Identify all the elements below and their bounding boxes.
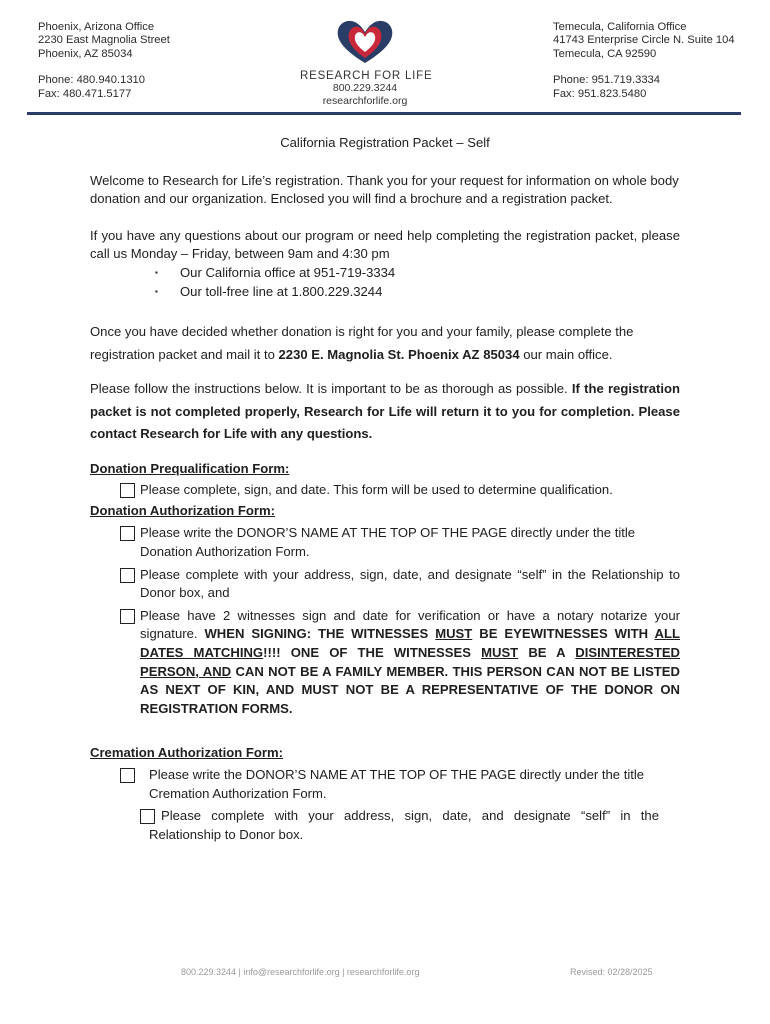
instructions-paragraph: Please follow the instructions below. It is important to be as thorough as possible. If the registration packet is not completed properly, Research for Life will return it to you for completion. Please contact Research for Life with any questions. — [90, 381, 680, 442]
contact-bullet-list — [155, 264, 680, 301]
checkbox-cremation-donor-name[interactable] — [120, 768, 135, 783]
hearts-logo-icon — [330, 16, 400, 68]
checkbox-auth-witnesses[interactable] — [120, 609, 135, 624]
footer-revised: Revised: 02/28/2025 — [570, 967, 653, 977]
logo-phone: 800.229.3244 — [332, 82, 398, 94]
bullet-california-office: ▪ Our California office at 951-719-3334 — [155, 264, 680, 283]
temecula-office-name: Temecula, California Office — [553, 21, 687, 33]
temecula-city: Temecula, CA 92590 — [553, 47, 657, 60]
cremation-item-address: Please complete with your address, sign, date, and designate “self” in the Relationship to Donor box. — [90, 807, 659, 844]
footer-contact: 800.229.3244 | info@researchforlife.org | researchforlife.org — [181, 967, 420, 977]
temecula-phone: Phone: 951.719.3334 — [553, 74, 661, 87]
instructions-warning: If the registration packet is not completed properly, Research for Life will return it to you for completion. Please contact Research for Life with any questions. — [90, 381, 680, 442]
authorization-item-name: Please write the DONOR’S NAME AT THE TOP OF THE PAGE directly under the title Donation Authorization Form. — [90, 524, 680, 561]
checkbox-cremation-address[interactable] — [140, 809, 155, 824]
phoenix-office-name: Phoenix, Arizona Office — [38, 21, 155, 33]
logo-website: researchforlife.org — [322, 94, 408, 107]
phoenix-street: 2230 East Magnolia Street — [38, 34, 170, 47]
authorization-heading: Donation Authorization Form: — [90, 502, 275, 518]
witness-warning: WHEN SIGNING: THE WITNESSES MUST BE EYEWITNESSES WITH ALL DATES MATCHING!!!! ONE OF THE WITNESSES MUST BE A DISINTERESTED PERSON, AND CAN NOT BE A FAMILY MEMBER. THIS PERSON CAN NOT BE LISTED AS NEXT OF KIN, AND MUST NOT BE A REPRESENTATIVE OF THE DONOR ON REGISTRATION FORMS. — [140, 626, 681, 716]
phoenix-phone: Phone: 480.940.1310 — [38, 74, 146, 87]
prequalification-heading: Donation Prequalification Form: — [90, 460, 290, 476]
welcome-paragraph: Welcome to Research for Life’s registration. Thank you for your request for information on whole body donation and our organization. Enclosed you will find a brochure and a registration packet. — [90, 172, 679, 207]
phoenix-city: Phoenix, AZ 85034 — [38, 47, 133, 60]
header-divider — [27, 112, 741, 115]
authorization-item-witnesses: Please have 2 witnesses sign and date for verification or have a notary notarize your signature. WHEN SIGNING: THE WITNESSES MUST BE EYEWITNESSES WITH ALL DATES MATCHING!!!! ONE OF THE WITNESSES MUST BE A DISINTERESTED PERSON, AND CAN NOT BE A FAMILY MEMBER. THIS PERSON CAN NOT BE LISTED AS NEXT OF KIN, AND MUST NOT BE A REPRESENTATIVE OF THE DONOR ON REGISTRATION FORMS. — [90, 607, 680, 719]
page-title: California Registration Packet – Self — [280, 135, 490, 150]
bullet-toll-free: ▪ Our toll-free line at 1.800.229.3244 — [155, 283, 680, 302]
checkbox-prequal-complete[interactable] — [120, 483, 135, 498]
research-for-life-logo — [300, 16, 433, 107]
authorization-item-address: Please complete with your address, sign, date, and designate “self” in the Relationship to Donor box, and — [90, 566, 680, 603]
temecula-office-block — [553, 21, 735, 101]
phoenix-office-block — [38, 21, 170, 101]
checkbox-auth-address[interactable] — [120, 568, 135, 583]
temecula-street: 41743 Enterprise Circle N. Suite 104 — [553, 34, 735, 47]
cremation-heading: Cremation Authorization Form: — [90, 745, 284, 761]
org-name: RESEARCH FOR LIFE — [300, 70, 433, 82]
mail-address: 2230 E. Magnolia St. Phoenix AZ 85034 — [278, 346, 520, 362]
checkbox-auth-donor-name[interactable] — [120, 526, 135, 541]
cremation-item-name: Please write the DONOR’S NAME AT THE TOP OF THE PAGE directly under the title Cremation Authorization Form. — [90, 766, 680, 803]
phoenix-fax: Fax: 480.471.5177 — [38, 87, 132, 100]
prequalification-item: Please complete, sign, and date. This form will be used to determine qualification. — [90, 481, 680, 500]
questions-paragraph: If you have any questions about our program or need help completing the registration packet, please call us Monday – Friday, between 9am and 4:30 pm — [90, 227, 680, 262]
document-body — [90, 134, 680, 844]
mail-paragraph: Once you have decided whether donation is right for you and your family, please complete the registration packet and mail it to 2230 E. Magnolia St. Phoenix AZ 85034 our main office. — [90, 324, 634, 362]
temecula-fax: Fax: 951.823.5480 — [553, 87, 647, 100]
